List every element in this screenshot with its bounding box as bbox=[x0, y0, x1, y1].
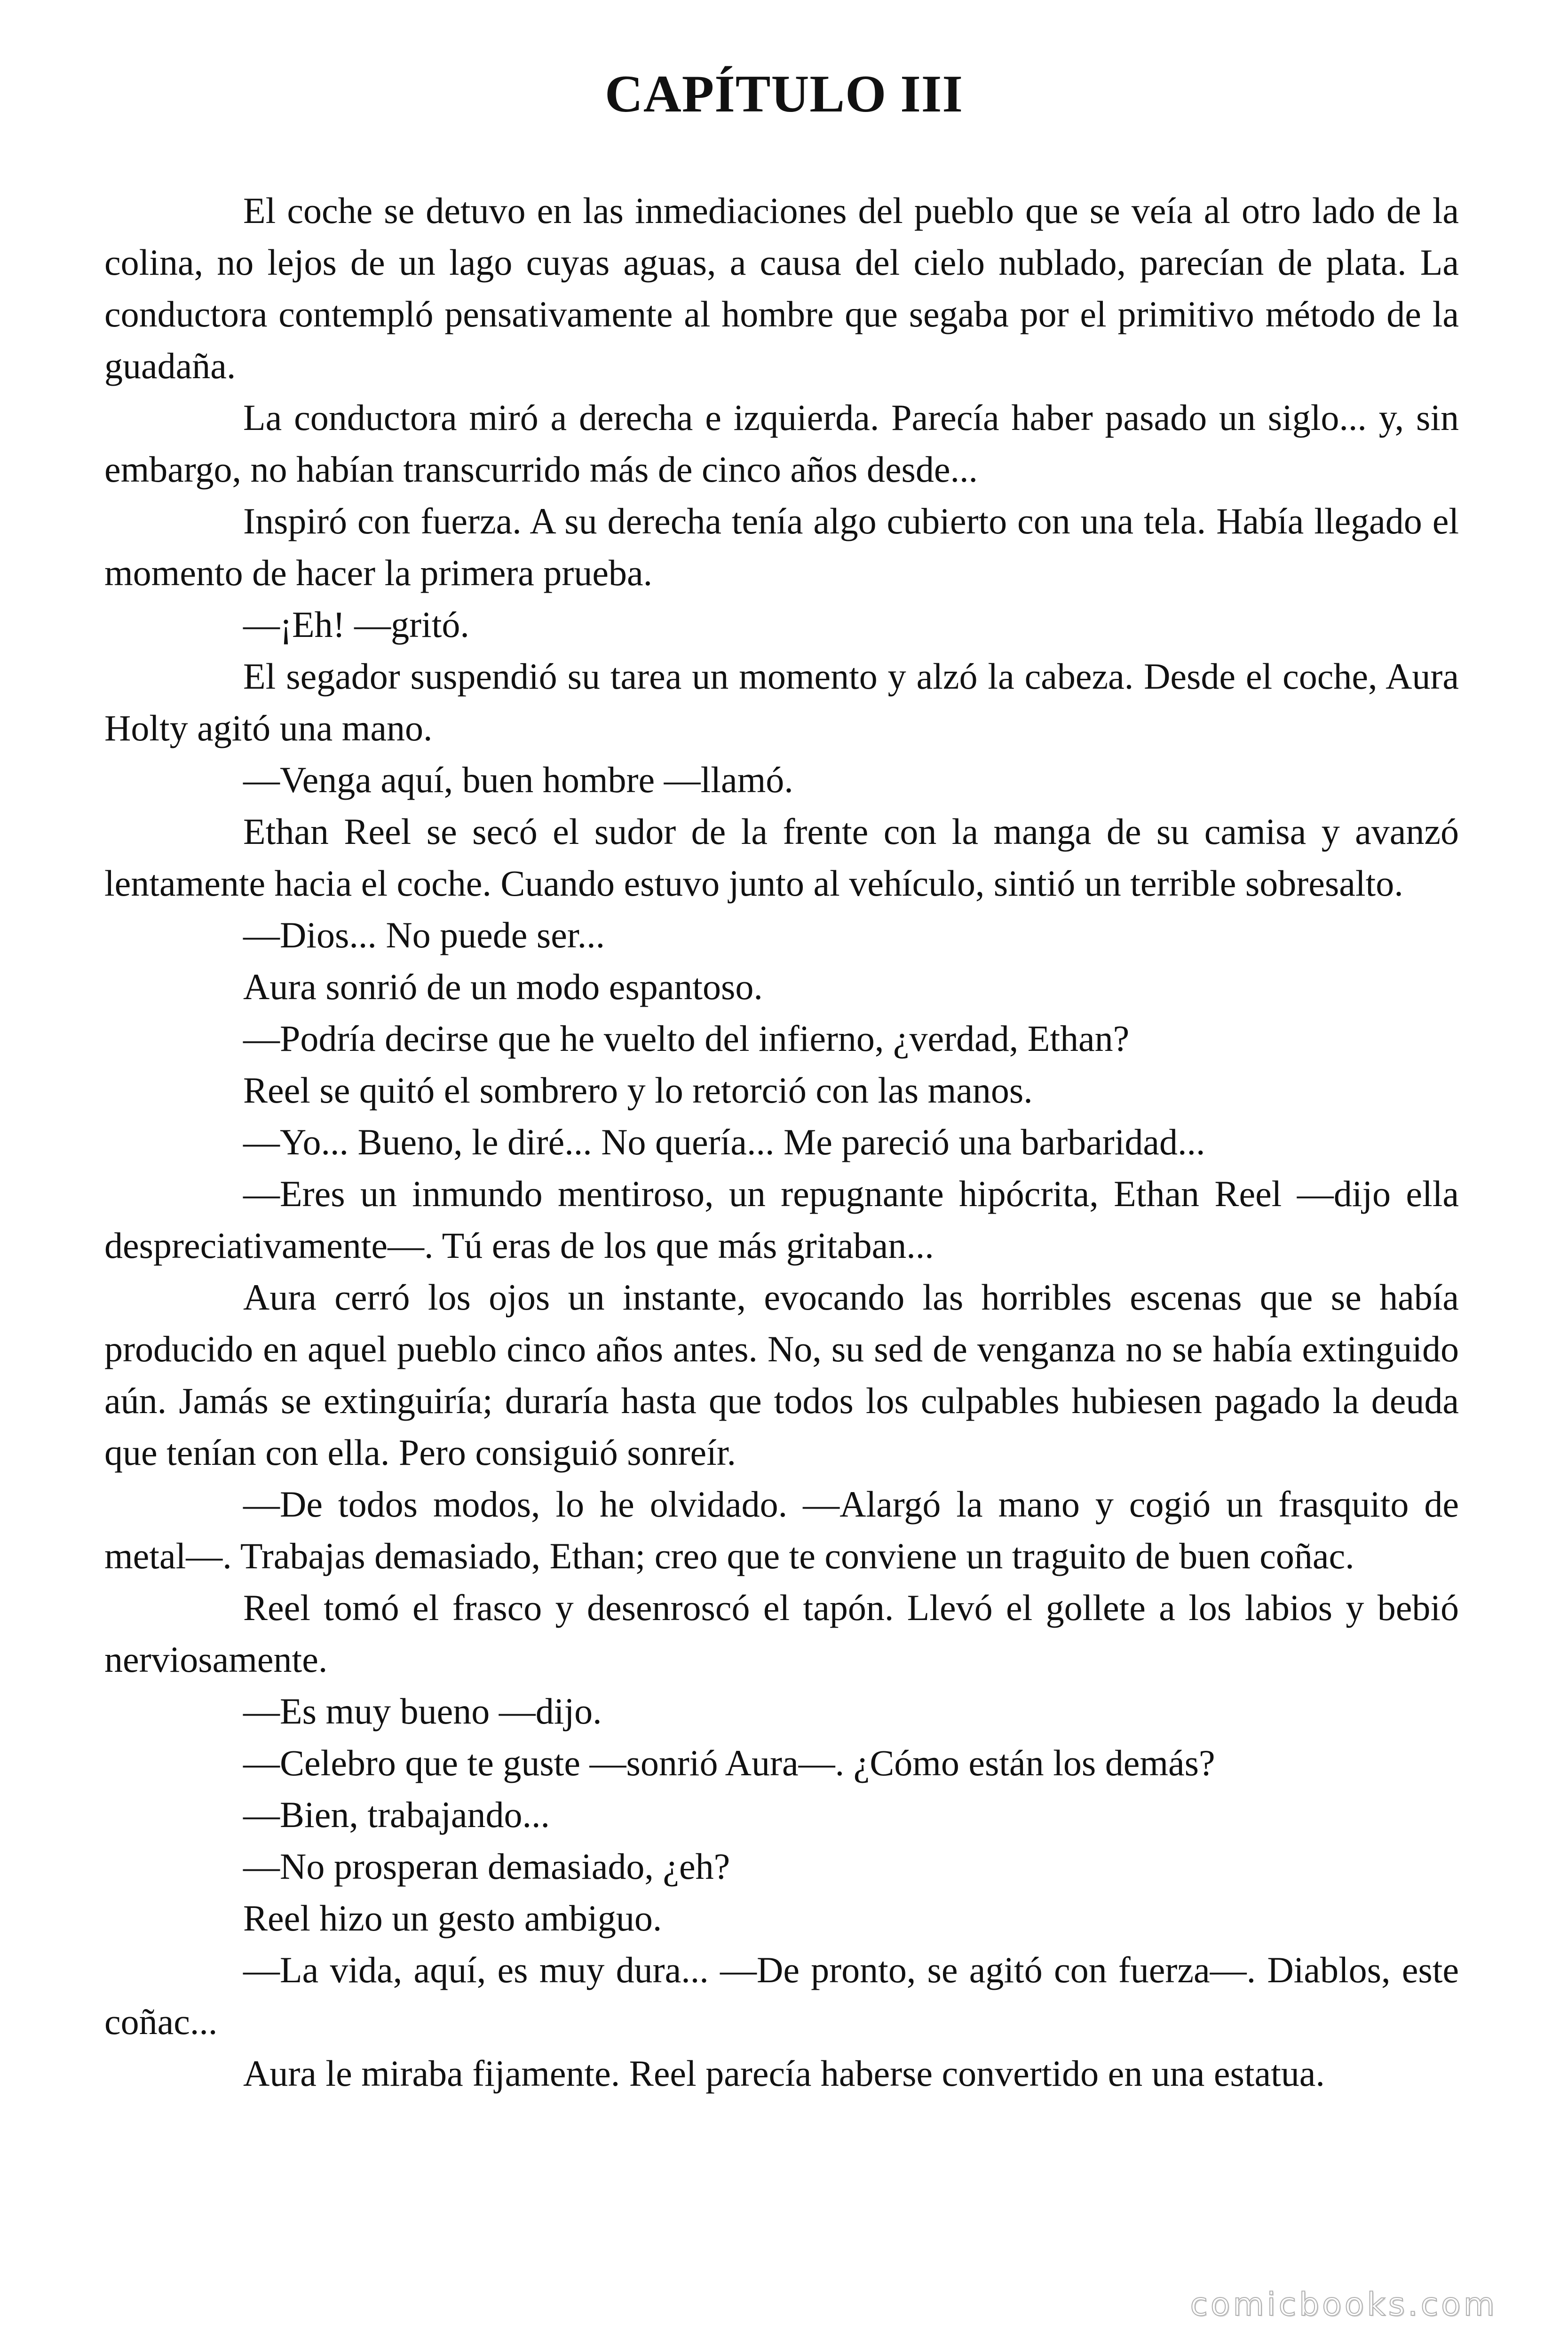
paragraph: El segador suspendió su tarea un momento y alzó la cabeza. Desde el coche, Aura Holty agitó una mano. bbox=[104, 656, 1459, 748]
paragraph: —Venga aquí, buen hombre —llamó. bbox=[243, 759, 793, 800]
paragraph: Reel hizo un gesto ambiguo. bbox=[243, 1898, 662, 1939]
paragraph: —De todos modos, lo he olvidado. —Alargó la mano y cogió un frasquito de metal—. Trabajas demasiado, Ethan; creo que te conviene un traguito de buen coñac. bbox=[104, 1484, 1459, 1576]
paragraph: —Es muy bueno —dijo. bbox=[243, 1691, 602, 1732]
paragraph: —Dios... No puede ser... bbox=[243, 914, 605, 955]
paragraph: —La vida, aquí, es muy dura... —De pronto, se agitó con fuerza—. Diablos, este coñac... bbox=[104, 1949, 1459, 2042]
paragraph: —Eres un inmundo mentiroso, un repugnante hipócrita, Ethan Reel —dijo ella despreciativamente—. Tú eras de los que más gritaban... bbox=[104, 1173, 1459, 1266]
paragraph: —¡Eh! —gritó. bbox=[243, 604, 469, 645]
paragraph: —Bien, trabajando... bbox=[243, 1794, 550, 1835]
chapter-body bbox=[104, 185, 1459, 2099]
paragraph: Aura sonrió de un modo espantoso. bbox=[243, 966, 763, 1007]
paragraph: La conductora miró a derecha e izquierda. Parecía haber pasado un siglo... y, sin embargo, no habían transcurrido más de cinco años desde... bbox=[104, 397, 1459, 490]
paragraph: Reel tomó el frasco y desenroscó el tapón. Llevó el gollete a los labios y bebió nerviosamente. bbox=[104, 1587, 1459, 1680]
paragraph: Reel se quitó el sombrero y lo retorció con las manos. bbox=[243, 1070, 1033, 1111]
paragraph: Inspiró con fuerza. A su derecha tenía algo cubierto con una tela. Había llegado el momento de hacer la primera prueba. bbox=[104, 501, 1459, 593]
paragraph: Aura le miraba fijamente. Reel parecía haberse convertido en una estatua. bbox=[243, 2053, 1325, 2094]
paragraph: El coche se detuvo en las inmediaciones del pueblo que se veía al otro lado de la colina, no lejos de un lago cuyas aguas, a causa del cielo nublado, parecían de plata. La conductora contempló pensativamente al hombre que segaba por el primitivo método de la guadaña. bbox=[104, 190, 1459, 386]
paragraph: —No prosperan demasiado, ¿eh? bbox=[243, 1846, 730, 1887]
paragraph: —Celebro que te guste —sonrió Aura—. ¿Cómo están los demás? bbox=[243, 1742, 1215, 1783]
paragraph: —Yo... Bueno, le diré... No quería... Me pareció una barbaridad... bbox=[243, 1121, 1205, 1162]
paragraph: Ethan Reel se secó el sudor de la frente con la manga de su camisa y avanzó lentamente hacia el coche. Cuando estuvo junto al vehículo, sintió un terrible sobresalto. bbox=[104, 811, 1459, 904]
watermark: comicbooks.com bbox=[1190, 2286, 1497, 2323]
chapter-title: CAPÍTULO III bbox=[605, 65, 963, 123]
paragraph: —Podría decirse que he vuelto del infierno, ¿verdad, Ethan? bbox=[243, 1018, 1130, 1059]
paragraph: Aura cerró los ojos un instante, evocando las horribles escenas que se había producido en aquel pueblo cinco años antes. No, su sed de venganza no se había extinguido aún. Jamás se extinguiría; duraría hasta que todos los culpables hubiesen pagado la deuda que tenían con ella. Pero consiguió sonreír. bbox=[104, 1277, 1459, 1473]
